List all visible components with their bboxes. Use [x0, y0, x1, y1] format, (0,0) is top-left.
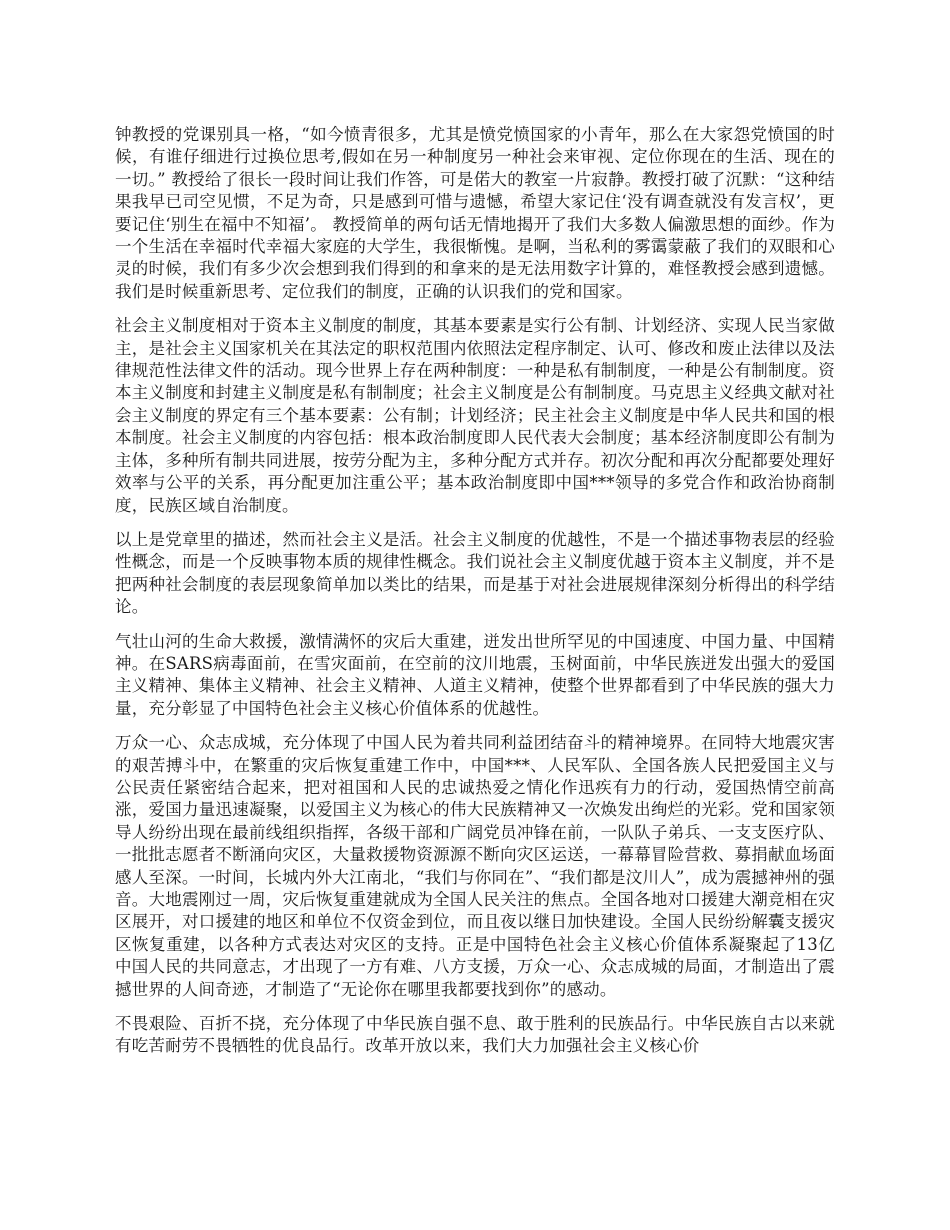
paragraph-1: 钟教授的党课别具一格，“如今愤青很多，尤其是愤党愤国家的小青年，那么在大家怨党愤国的时候，有谁仔细进行过换位思考,假如在另一种制度另一种社会来审视、定位你现在的生活、现在的一切。” 教授给了很长一段时间让我们作答，可是偌大的教室一片寂静。教授打破了沉默：“这种结果我早已司空见惯，不足为奇，只是感到可惜与遗憾，希望大家记住‘没有调查就没有发言权’，更要记住‘别生在福中不知福’。 教授简单的两句话无情地揭开了我们大多数人偏激思想的面纱。作为一个生活在幸福时代幸福大家庭的大学生，我很惭愧。是啊，当私利的雾霭蒙蔽了我们的双眼和心灵的时候，我们有多少次会想到我们得到的和拿来的是无法用数字计算的，难怪教授会感到遗憾。我们是时候重新思考、定位我们的制度，正确的认识我们的党和国家。	[115, 125, 835, 301]
paragraph-4: 气壮山河的生命大救援，激情满怀的灾后大重建，迸发出世所罕见的中国速度、中国力量、中国精神。在SARS病毒面前，在雪灾面前，在空前的汶川地震，玉树面前，中华民族迸发出强大的爱国主义精神、集体主义精神、社会主义精神、人道主义精神，使整个世界都看到了中华民族的强大力量，充分彰显了中国特色社会主义核心价值体系的优越性。	[115, 631, 835, 718]
paragraph-5: 万众一心、众志成城，充分体现了中国人民为着共同利益团结奋斗的精神境界。在同特大地震灾害的艰苦搏斗中，在繁重的灾后恢复重建工作中，中国***、人民军队、全国各族人民把爱国主义与公民责任紧密结合起来，把对祖国和人民的忠诚热爱之情化作迅疾有力的行动，爱国热情空前高涨，爱国力量迅速凝聚，以爱国主义为核心的伟大民族精神又一次焕发出绚烂的光彩。党和国家领导人纷纷出现在最前线组织指挥，各级干部和广阔党员冲锋在前，一队队子弟兵、一支支医疗队、一批批志愿者不断涌向灾区，大量救援物资源源不断向灾区运送，一幕幕冒险营救、募捐献血场面感人至深。一时间，长城内外大江南北，“我们与你同在”、“我们都是汶川人”，成为震撼神州的强音。大地震刚过一周，灾后恢复重建就成为全国人民关注的焦点。全国各地对口援建大潮竞相在灾区展开，对口援建的地区和单位不仅资金到位，而且夜以继日加快建设。全国人民纷纷解囊支援灾区恢复重建，以各种方式表达对灾区的支持。正是中国特色社会主义核心价值体系凝聚起了13亿中国人民的共同意志，才出现了一方有难、八方支援，万众一心、众志成城的局面，才制造出了震撼世界的人间奇迹，才制造了“无论你在哪里我都要找到你”的感动。	[115, 733, 835, 999]
paragraph-2: 社会主义制度相对于资本主义制度的制度，其基本要素是实行公有制、计划经济、实现人民当家做主，是社会主义国家机关在其法定的职权范围内依照法定程序制定、认可、修改和废止法律以及法律规范性法律文件的活动。现今世界上存在两种制度：一种是私有制制度，一种是公有制制度。资本主义制度和封建主义制度是私有制制度；社会主义制度是公有制制度。马克思主义经典文献对社会主义制度的界定有三个基本要素：公有制；计划经济；民主社会主义制度是中华人民共和国的根本制度。社会主义制度的内容包括：根本政治制度即人民代表大会制度；基本经济制度即公有制为主体，多种所有制共同进展，按劳分配为主，多种分配方式并存。初次分配和再次分配都要处理好效率与公平的关系，再分配更加注重公平；基本政治制度即中国***领导的多党合作和政治协商制度，民族区域自治制度。	[115, 316, 835, 515]
document-body	[115, 124, 835, 1070]
paragraph-6: 不畏艰险、百折不挠，充分体现了中华民族自强不息、敢于胜利的民族品行。中华民族自古以来就有吃苦耐劳不畏牺牲的优良品行。改革开放以来，我们大力加强社会主义核心价	[115, 1014, 835, 1056]
paragraph-3: 以上是党章里的描述，然而社会主义是活。社会主义制度的优越性，不是一个描述事物表层的经验性概念，而是一个反映事物本质的规律性概念。我们说社会主义制度优越于资本主义制度，并不是把两种社会制度的表层现象简单加以类比的结果，而是基于对社会进展规律深刻分析得出的科学结论。	[115, 529, 835, 617]
